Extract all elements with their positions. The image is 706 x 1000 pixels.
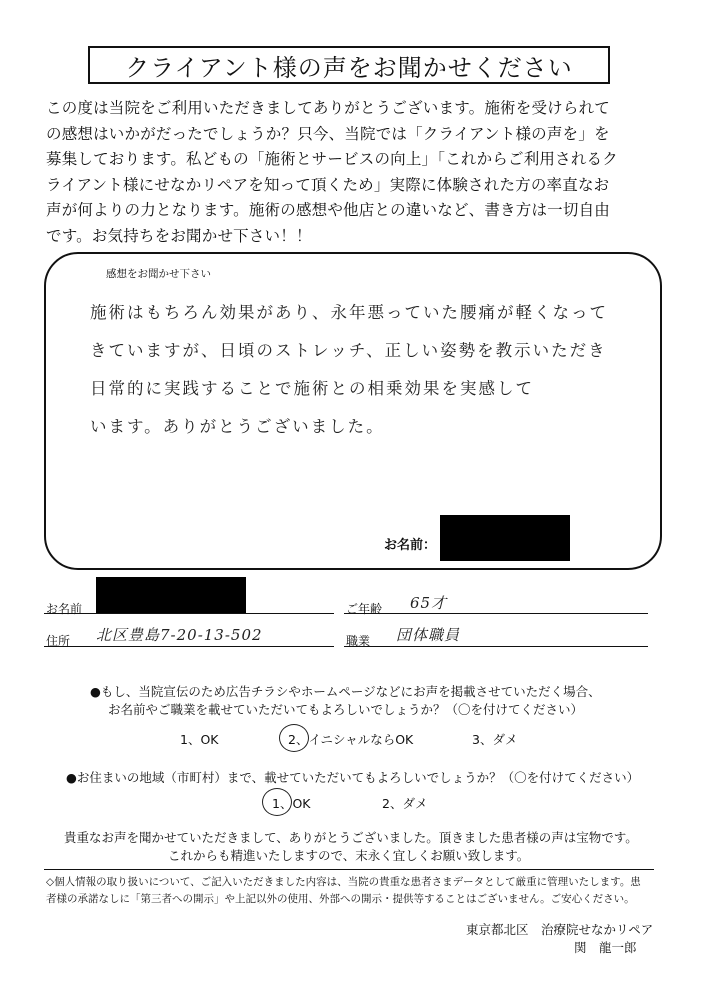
name-label: お名前 — [46, 602, 83, 616]
intro-line: ライアント様にせなかリペアを知って頂くため」実際に体験された方の率直なお — [46, 175, 610, 194]
thanks-line1: 貴重なお声を聞かせていただきまして、ありがとうございました。頂きました患者様の声は宝物です。 — [64, 830, 638, 845]
age-label: ご年齢 — [346, 602, 383, 616]
handwritten-feedback — [90, 294, 660, 446]
age-underline — [344, 613, 648, 614]
address-underline — [44, 646, 334, 647]
q2-selected-circle — [262, 788, 292, 816]
handwritten-line: います。ありがとうございました。 — [90, 417, 385, 436]
address-value: 北区豊島7-20-13-502 — [96, 626, 263, 644]
thanks-line2: これからも精進いたしますので、末永く宜しくお願い致します。 — [168, 848, 530, 863]
redacted-card-name — [440, 515, 570, 561]
clinic-address: 東京都北区 治療院せなかリペア — [466, 922, 654, 937]
handwritten-line: 施術はもちろん効果があり、永年悪っていた腰痛が軽くなって — [90, 303, 608, 322]
q2-option-no: 2、ダメ — [382, 796, 428, 811]
handwritten-line: 日常的に実践することで施術との相乗効果を実感して — [90, 379, 534, 398]
intro-line: 募集しております。私どもの「施術とサービスの向上」「これからご利用されるク — [46, 150, 618, 168]
q1-selected-circle — [279, 724, 309, 752]
q1-option-ok: 1、OK — [180, 732, 219, 747]
job-label: 職業 — [346, 634, 371, 648]
q1-option-no: 3、ダメ — [472, 732, 518, 747]
intro-line: です。お気持ちをお聞かせ下さい！！ — [46, 226, 312, 245]
card-name-label: お名前： — [384, 538, 437, 553]
privacy-note-line1: ◇個人情報の取り扱いについて、ご記入いただきました内容は、当院の貴重な患者さまデータとして厳重に管理いたします。患 — [46, 876, 641, 888]
job-underline — [344, 646, 648, 647]
intro-line: の感想はいかがだったでしょうか？只今、当院では「クライアント様の声を」を — [46, 124, 610, 143]
feedback-card-label: 感想をお聞かせ下さい — [106, 268, 211, 280]
redacted-name — [96, 577, 246, 613]
address-label: 住所 — [46, 634, 71, 648]
age-value: 65才 — [410, 594, 448, 612]
job-value: 団体職員 — [396, 626, 461, 644]
q2-option-ok: 1、OK — [272, 796, 311, 811]
clinic-owner-name: 関 龍一郎 — [574, 940, 637, 955]
intro-paragraph — [46, 96, 666, 249]
q1-option-initials: 2、イニシャルならOK — [288, 732, 414, 747]
q1-line1: ●もし、当院宣伝のため広告チラシやホームページなどにお声を掲載させていただく場合、 — [90, 684, 601, 699]
name-underline — [44, 613, 334, 614]
intro-line: この度は当院をご利用いただきましてありがとうございます。施術を受けられて — [46, 99, 610, 117]
q2-line1: ●お住まいの地域（市町村）まで、載せていただいてもよろしいでしょうか？（〇を付けてください） — [66, 770, 640, 785]
privacy-note-line2: 者様の承諾なしに「第三者への開示」や上記以外の使用、外部への開示・提供等することはございません。ご安心ください。 — [46, 893, 635, 905]
survey-title: クライアント様の声をお聞かせください — [88, 46, 610, 84]
handwritten-line: きていますが、日頃のストレッチ、正しい姿勢を教示いただき — [90, 341, 607, 360]
q1-line2: お名前やご職業を載せていただいてもよろしいでしょうか？（〇を付けてください） — [108, 702, 584, 717]
intro-line: 声が何よりの力となります。施術の感想や他店との違いなど、書き方は一切自由 — [46, 201, 610, 219]
divider — [44, 869, 654, 870]
